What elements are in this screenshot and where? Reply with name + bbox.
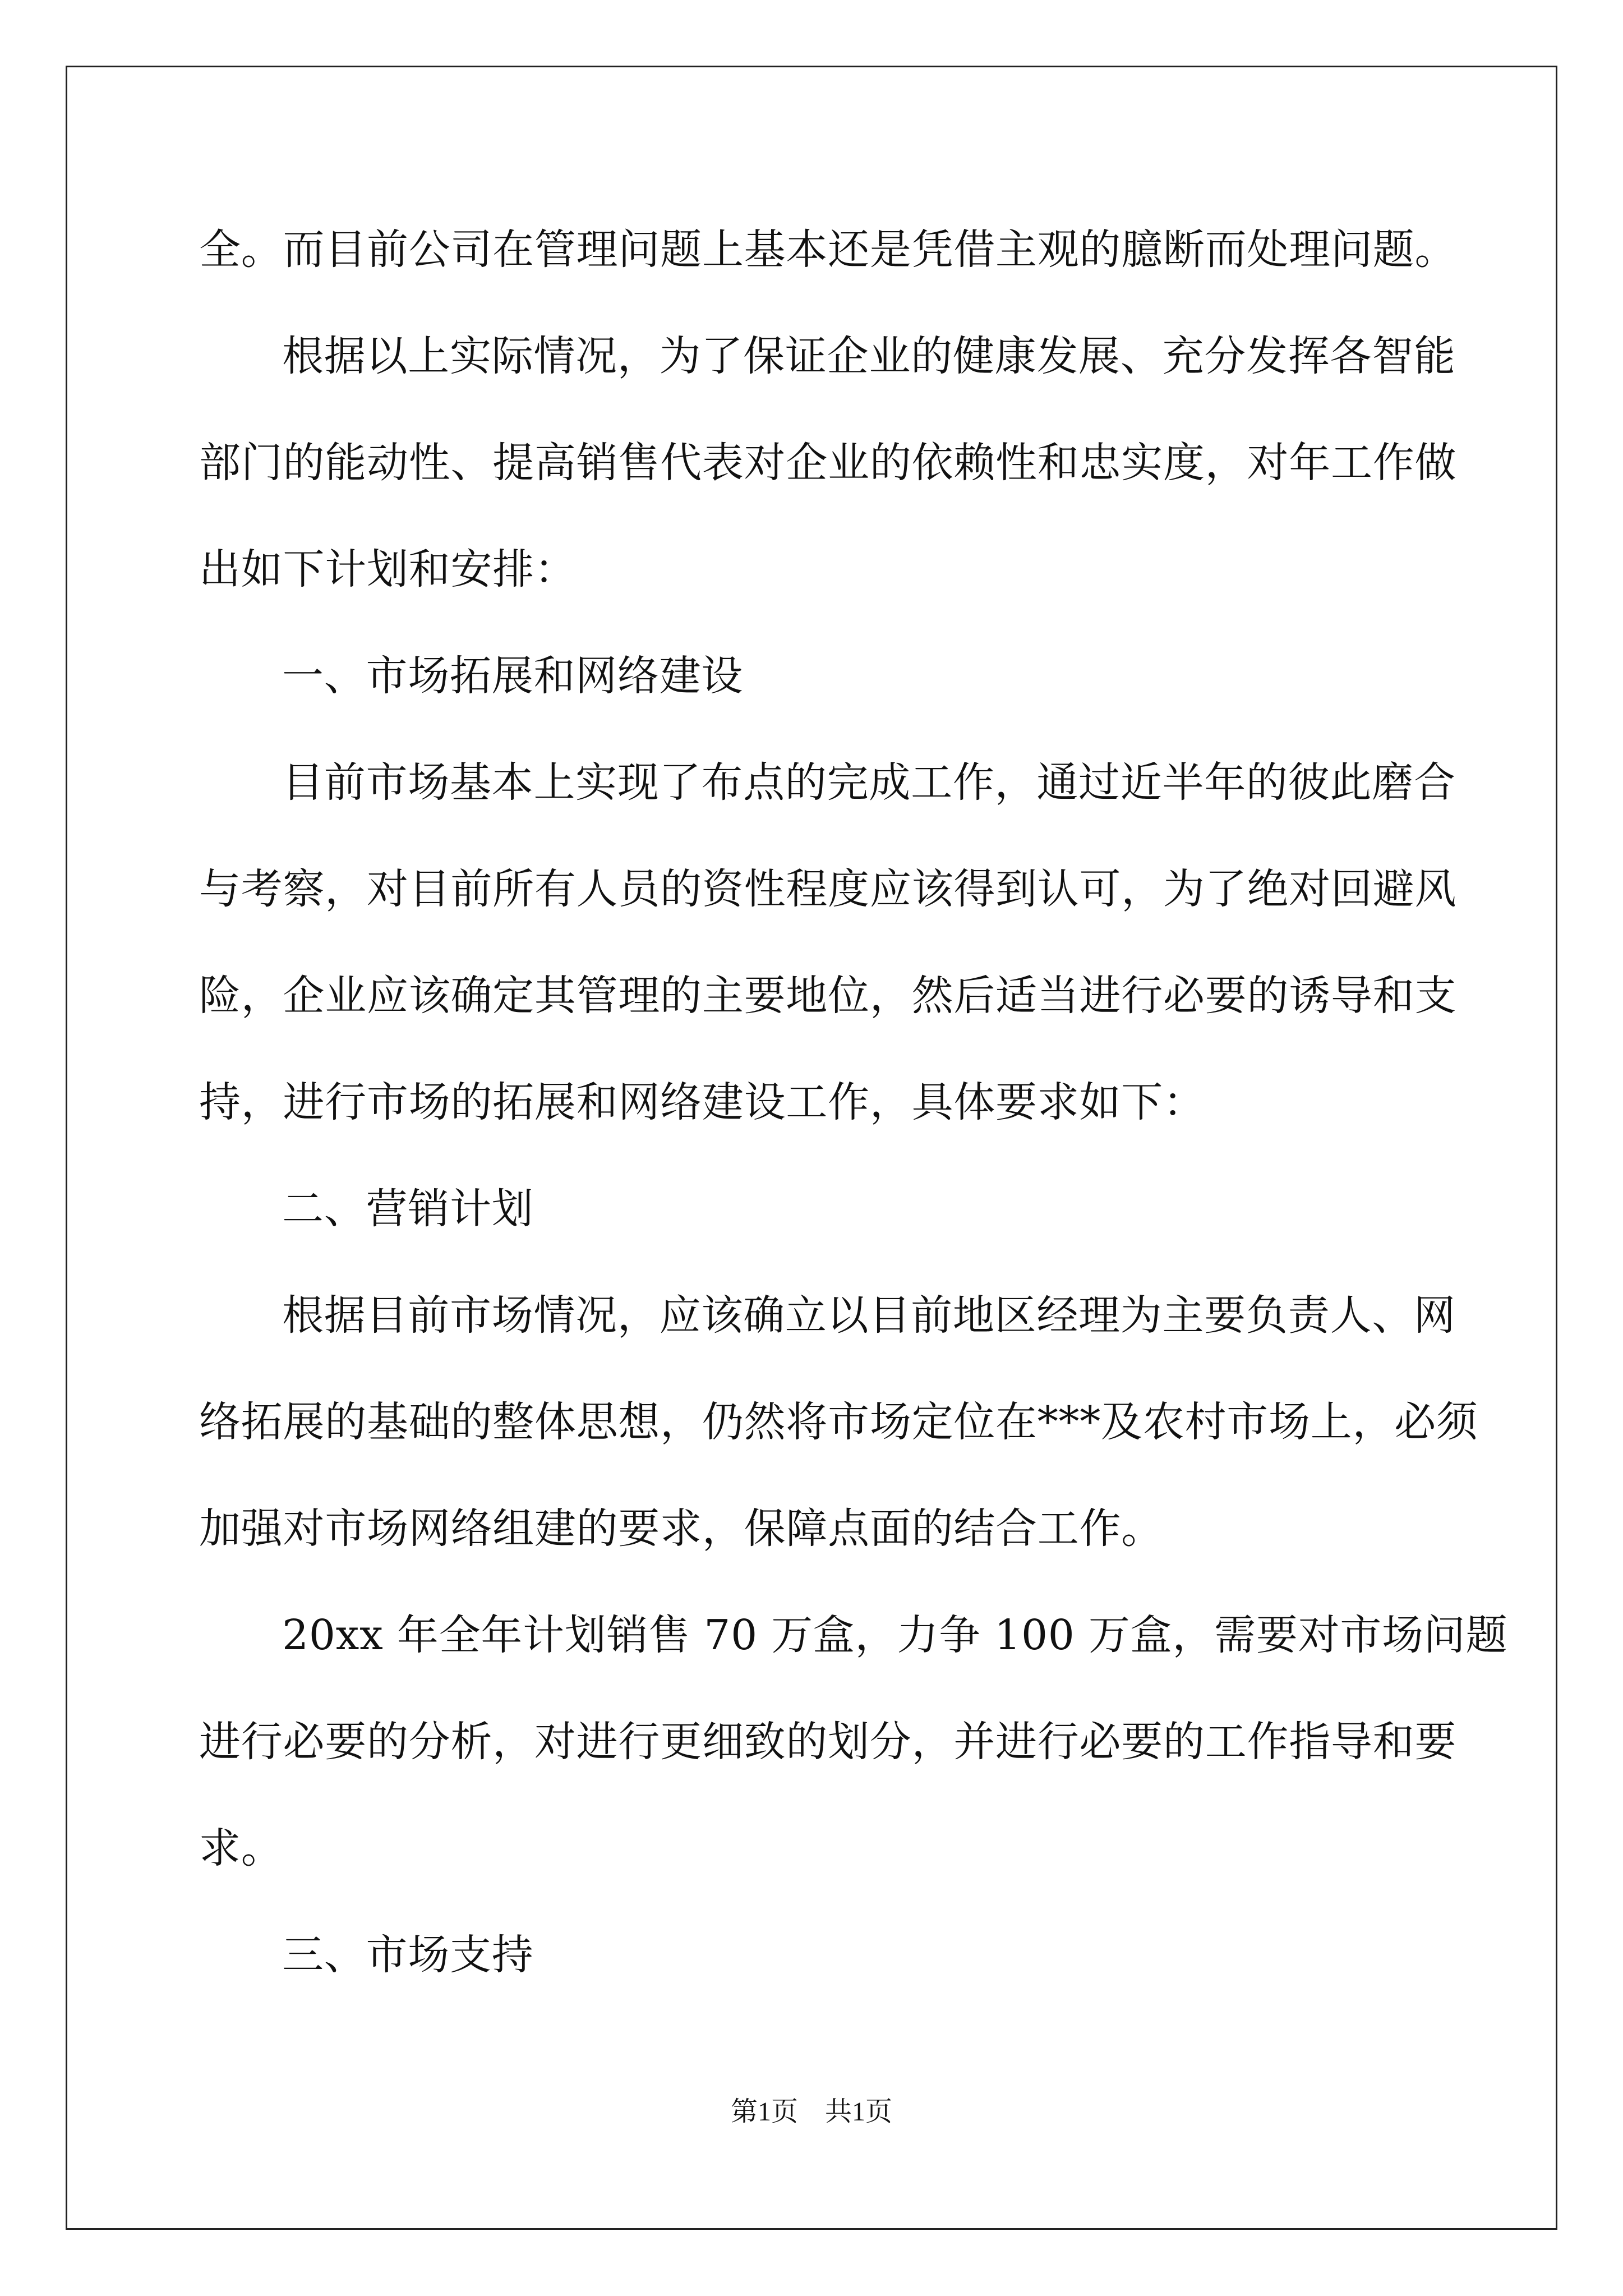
paragraph-line: 求。 [199, 1824, 283, 1872]
paragraph-line: 根据以上实际情况，为了保证企业的健康发展、充分发挥各智能 [282, 332, 1456, 380]
paragraph-line: 险，企业应该确定其管理的主要地位，然后适当进行必要的诱导和支 [199, 972, 1457, 1020]
paragraph-line: 全。而目前公司在管理问题上基本还是凭借主观的臆断而处理问题。 [199, 226, 1457, 274]
paragraph-line: 目前市场基本上实现了布点的完成工作，通过近半年的彼此磨合 [282, 758, 1456, 807]
page-border [66, 66, 1557, 2230]
section-heading: 三、市场支持 [282, 1931, 534, 1979]
paragraph-line: 出如下计划和安排： [199, 545, 577, 593]
paragraph-line: 与考察，对目前所有人员的资性程度应该得到认可，为了绝对回避风 [199, 865, 1457, 913]
paragraph-line: 络拓展的基础的整体思想，仍然将市场定位在***及农村市场上，必须 [199, 1398, 1478, 1446]
section-heading: 一、市场拓展和网络建设 [282, 652, 744, 700]
paragraph-line: 根据目前市场情况，应该确立以目前地区经理为主要负责人、网 [282, 1291, 1456, 1340]
paragraph-line: 加强对市场网络组建的要求，保障点面的结合工作。 [199, 1504, 1164, 1553]
section-heading: 二、营销计划 [282, 1185, 534, 1233]
paragraph-line: 部门的能动性、提高销售代表对企业的依赖性和忠实度，对年工作做 [199, 439, 1457, 487]
paragraph-line: 持，进行市场的拓展和网络建设工作，具体要求如下： [199, 1078, 1205, 1126]
paragraph-line: 20xx 年全年计划销售 70 万盒，力争 100 万盒，需要对市场问题 [282, 1611, 1508, 1659]
paragraph-line: 进行必要的分析，对进行更细致的划分，并进行必要的工作指导和要 [199, 1718, 1457, 1766]
page-footer: 第1页 共1页 [730, 2097, 892, 2127]
